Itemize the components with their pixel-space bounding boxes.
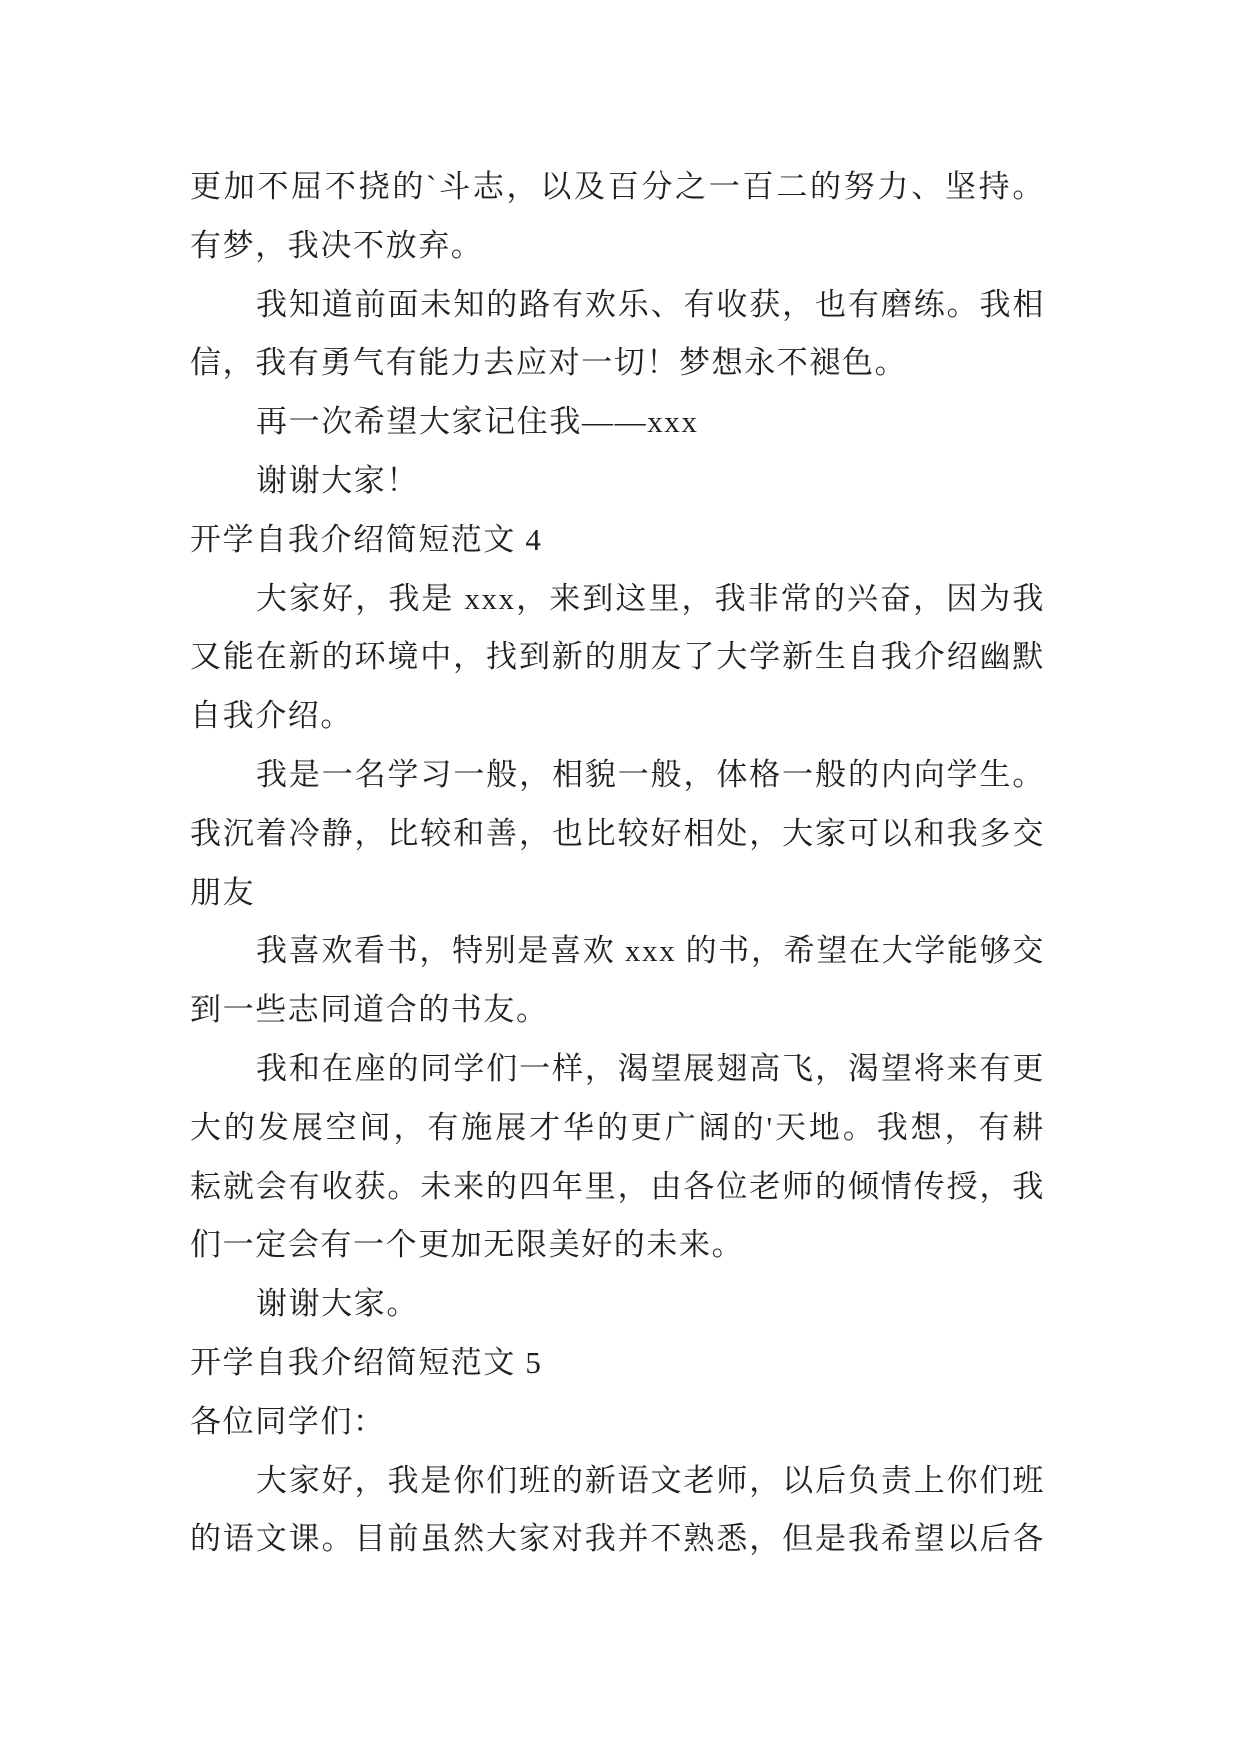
- text-line: 我知道前面未知的路有欢乐、有收获，也有磨练。我相: [256, 286, 1045, 322]
- text-line: 我是一名学习一般，相貌一般，体格一般的内向学生。: [256, 756, 1045, 792]
- text-line: 耘就会有收获。未来的四年里，由各位老师的倾情传授，我: [190, 1168, 1045, 1204]
- text-line: 谢谢大家！: [256, 462, 419, 498]
- document-text-block: [190, 158, 1045, 1569]
- text-line: 我和在座的同学们一样，渴望展翅高飞，渴望将来有更: [256, 1050, 1045, 1086]
- text-line: 到一些志同道合的书友。: [190, 992, 549, 1028]
- section-heading-4: 开学自我介绍简短范文 4: [190, 521, 543, 557]
- text-line: 我喜欢看书，特别是喜欢 xxx 的书，希望在大学能够交: [256, 933, 1045, 969]
- text-line: 谢谢大家。: [256, 1286, 419, 1322]
- text-line: 有梦，我决不放弃。: [190, 227, 484, 263]
- text-line: 再一次希望大家记住我——xxx: [256, 404, 699, 440]
- text-line: 们一定会有一个更加无限美好的未来。: [190, 1227, 745, 1263]
- section-heading-5: 开学自我介绍简短范文 5: [190, 1344, 543, 1380]
- text-line: 大家好，我是 xxx，来到这里，我非常的兴奋，因为我: [256, 580, 1045, 616]
- text-line: 的语文课。目前虽然大家对我并不熟悉，但是我希望以后各: [190, 1521, 1045, 1557]
- text-line: 大的发展空间，有施展才华的更广阔的'天地。我想，有耕: [190, 1109, 1045, 1145]
- text-line: 自我介绍。: [190, 698, 353, 734]
- salutation-line: 各位同学们：: [190, 1403, 386, 1439]
- text-line: 大家好，我是你们班的新语文老师，以后负责上你们班: [256, 1462, 1045, 1498]
- text-line: 又能在新的环境中，找到新的朋友了大学新生自我介绍幽默: [190, 639, 1045, 675]
- text-line: 信，我有勇气有能力去应对一切！梦想永不褪色。: [190, 345, 908, 381]
- text-line: 朋友: [190, 874, 256, 910]
- text-line: 我沉着冷静，比较和善，也比较好相处，大家可以和我多交: [190, 815, 1045, 851]
- text-line: 更加不屈不挠的`斗志，以及百分之一百二的努力、坚持。: [190, 169, 1045, 204]
